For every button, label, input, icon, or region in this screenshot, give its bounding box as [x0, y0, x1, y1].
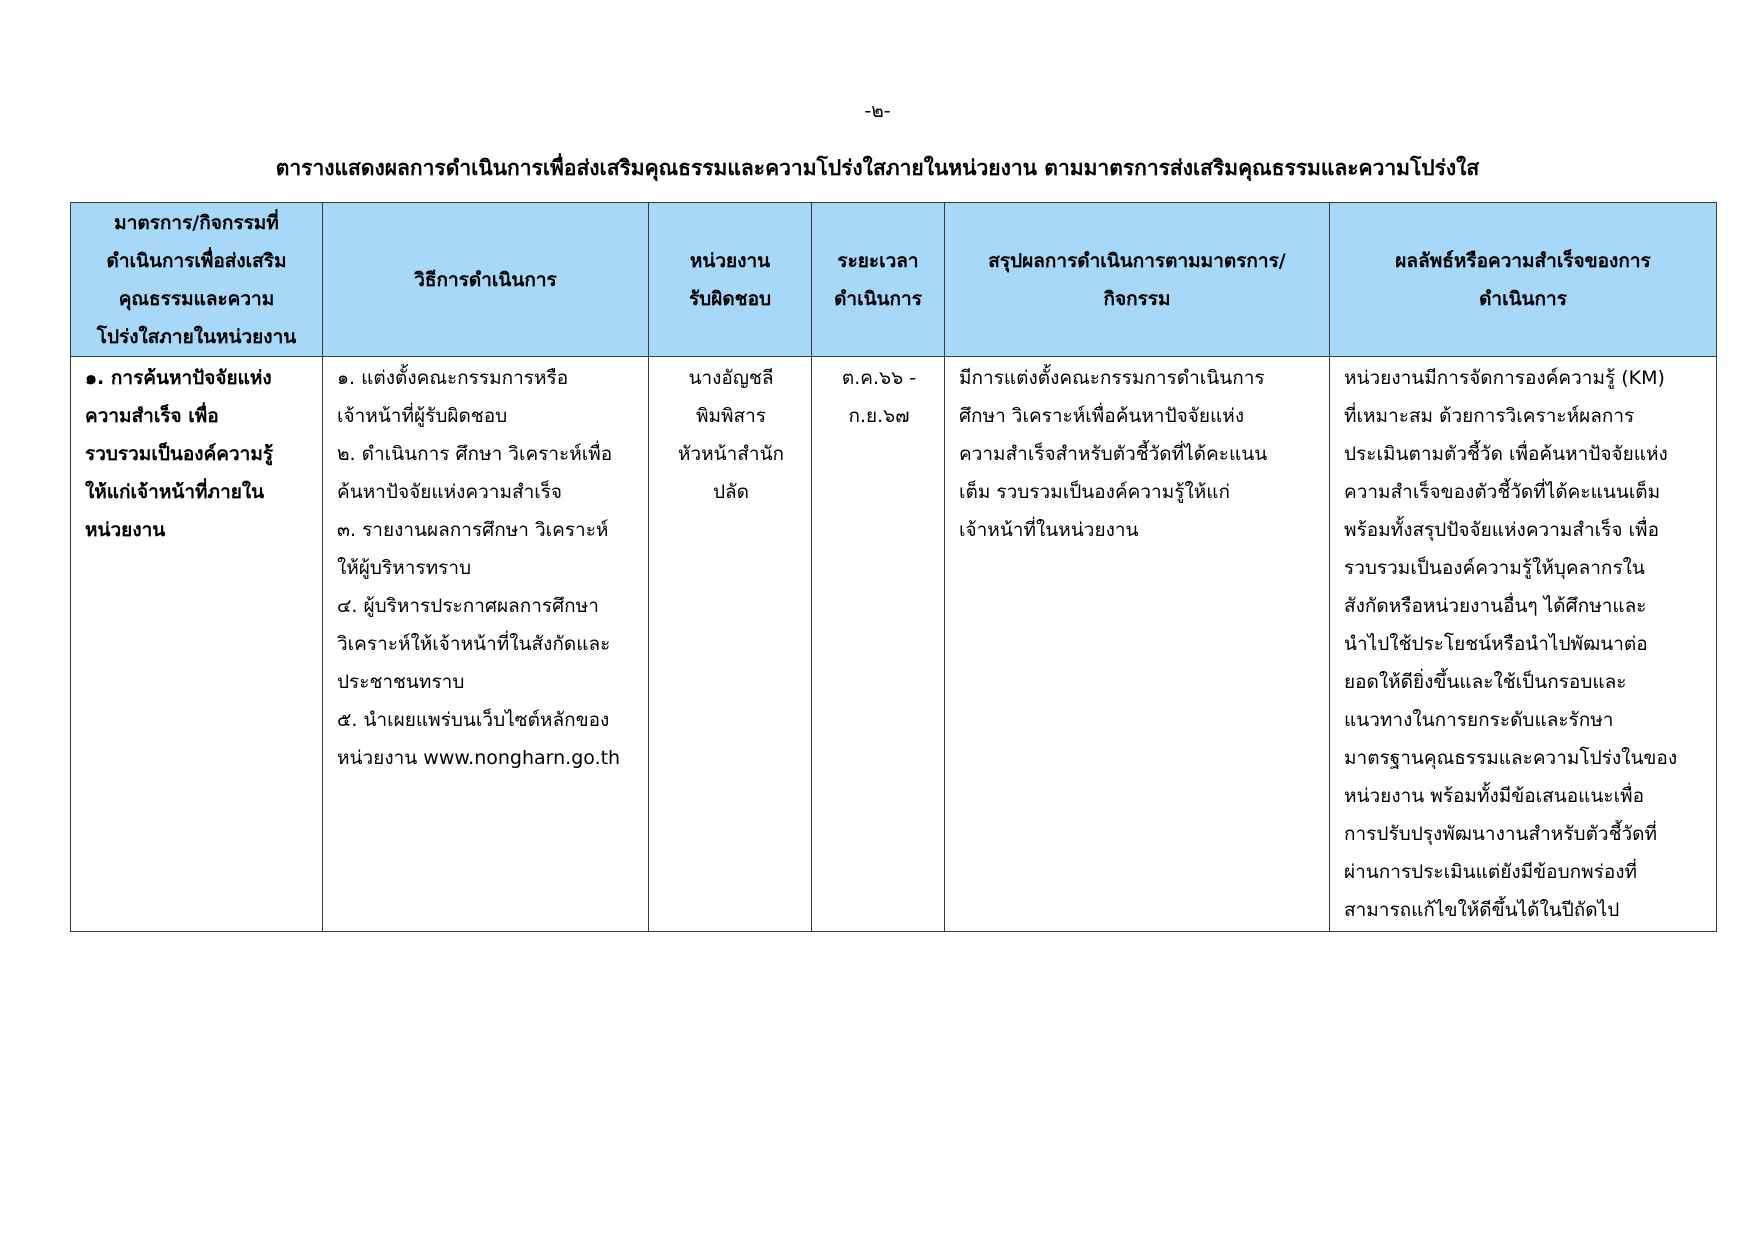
header-result-line: ผลลัพธ์หรือความสำเร็จของการ: [1395, 249, 1651, 272]
cell-result-line: ความสำเร็จของตัวชี้วัดที่ได้คะแนนเต็ม: [1344, 481, 1661, 503]
cell-responsible: [649, 357, 812, 932]
cell-measure-line: หน่วยงาน: [85, 519, 166, 541]
document-title: ตารางแสดงผลการดำเนินการเพื่อส่งเสริมคุณธรรมและความโปร่งใสภายในหน่วยงาน ตามมาตรการส่งเสริมคุณธรรมและความโปร่งใส: [275, 156, 1480, 180]
cell-result-line: หน่วยงานมีการจัดการองค์ความรู้ (KM): [1344, 367, 1665, 389]
cell-result-line: แนวทางในการยกระดับและรักษา: [1344, 709, 1614, 731]
cell-method-line: ๓. รายงานผลการศึกษา วิเคราะห์: [337, 519, 609, 541]
cell-result-line: นำไปใช้ประโยชน์หรือนำไปพัฒนาต่อ: [1344, 633, 1648, 655]
cell-responsible-line: พิมพิสาร: [695, 405, 767, 427]
table-header-row: [71, 203, 1717, 357]
header-measure: [71, 203, 323, 357]
cell-responsible-line: ปลัด: [712, 481, 750, 503]
header-measure-line: มาตรการ/กิจกรรมที่: [114, 212, 279, 234]
cell-summary-line: ศึกษา วิเคราะห์เพื่อค้นหาปัจจัยแห่ง: [959, 405, 1245, 427]
cell-result-line: ยอดให้ดียิ่งขึ้นและใช้เป็นกรอบและ: [1344, 671, 1627, 693]
cell-result-line: ผ่านการประเมินแต่ยังมีข้อบกพร่องที่: [1344, 861, 1638, 883]
cell-measure-line: ให้แก่เจ้าหน้าที่ภายใน: [85, 481, 265, 503]
header-summary-line: สรุปผลการดำเนินการตามมาตรการ/: [988, 249, 1286, 272]
cell-result-line: มาตรฐานคุณธรรมและความโปร่งในของ: [1344, 747, 1678, 769]
results-table: [70, 202, 1717, 932]
cell-result-line: รวบรวมเป็นองค์ความรู้ให้บุคลากรใน: [1344, 557, 1645, 579]
header-method: [323, 203, 649, 357]
cell-summary-line: มีการแต่งตั้งคณะกรรมการดำเนินการ: [959, 367, 1265, 389]
header-responsible-line: หน่วยงาน: [689, 249, 771, 272]
cell-period: [812, 357, 945, 932]
cell-responsible-line: นางอัญชลี: [688, 367, 774, 389]
header-summary-line: กิจกรรม: [1103, 287, 1171, 310]
cell-result-line: สังกัดหรือหน่วยงานอื่นๆ ได้ศึกษาและ: [1344, 595, 1647, 617]
cell-summary: [945, 357, 1330, 932]
cell-method-line: ๒. ดำเนินการ ศึกษา วิเคราะห์เพื่อ: [337, 443, 613, 465]
cell-measure-line: รวบรวมเป็นองค์ความรู้: [85, 443, 274, 465]
cell-result-line: ที่เหมาะสม ด้วยการวิเคราะห์ผลการ: [1344, 405, 1635, 427]
cell-result-line: พร้อมทั้งสรุปปัจจัยแห่งความสำเร็จ เพื่อ: [1344, 519, 1659, 541]
cell-period-line: ก.ย.๖๗: [848, 405, 910, 427]
cell-method-line: ๔. ผู้บริหารประกาศผลการศึกษา: [337, 595, 599, 617]
header-result-line: ดำเนินการ: [1479, 287, 1567, 310]
cell-method-line: เจ้าหน้าที่ผู้รับผิดชอบ: [337, 405, 508, 427]
cell-method-line: ๑. แต่งตั้งคณะกรรมการหรือ: [337, 367, 569, 389]
cell-method: [323, 357, 649, 932]
cell-method-line: ค้นหาปัจจัยแห่งความสำเร็จ: [337, 481, 563, 503]
header-summary: [945, 203, 1330, 357]
cell-result-line: สามารถแก้ไขให้ดีขึ้นได้ในปีถัดไป: [1344, 899, 1620, 921]
cell-summary-line: ความสำเร็จสำหรับตัวชี้วัดที่ได้คะแนน: [959, 443, 1268, 465]
header-period-line: ระยะเวลา: [837, 249, 919, 272]
cell-period-line: ต.ค.๖๖ -: [841, 367, 917, 389]
cell-summary-line: เจ้าหน้าที่ในหน่วยงาน: [959, 519, 1139, 541]
header-measure-line: คุณธรรมและความ: [118, 288, 275, 310]
header-responsible-line: รับผิดชอบ: [688, 287, 772, 310]
cell-measure: [71, 357, 323, 932]
cell-method-line: วิเคราะห์ให้เจ้าหน้าที่ในสังกัดและ: [337, 633, 611, 655]
cell-result-line: หน่วยงาน พร้อมทั้งมีข้อเสนอแนะเพื่อ: [1344, 785, 1645, 807]
cell-method-line: หน่วยงาน www.nongharn.go.th: [337, 747, 621, 769]
header-responsible: [649, 203, 812, 357]
header-measure-line: ดำเนินการเพื่อส่งเสริม: [106, 250, 287, 272]
cell-measure-line: ความสำเร็จ เพื่อ: [85, 405, 219, 427]
header-period: [812, 203, 945, 357]
cell-result: [1330, 357, 1717, 932]
header-period-line: ดำเนินการ: [834, 287, 922, 310]
cell-method-line: ๕. นำเผยแพร่บนเว็บไซต์หลักของ: [337, 709, 610, 731]
cell-method-line: ให้ผู้บริหารทราบ: [337, 557, 472, 579]
page-number: -๒-: [864, 100, 891, 122]
cell-method-line: ประชาชนทราบ: [337, 671, 465, 693]
table-row: [71, 357, 1717, 932]
cell-measure-line: ๑. การค้นหาปัจจัยแห่ง: [85, 367, 272, 389]
header-method-line: วิธีการดำเนินการ: [414, 268, 557, 291]
cell-responsible-line: หัวหน้าสำนัก: [677, 443, 785, 465]
cell-result-line: การปรับปรุงพัฒนางานสำหรับตัวชี้วัดที่: [1344, 823, 1658, 845]
cell-summary-line: เต็ม รวบรวมเป็นองค์ความรู้ให้แก่: [959, 481, 1231, 503]
header-result: [1330, 203, 1717, 357]
header-measure-line: โปร่งใสภายในหน่วยงาน: [96, 326, 297, 348]
cell-result-line: ประเมินตามตัวชี้วัด เพื่อค้นหาปัจจัยแห่ง: [1344, 443, 1668, 465]
